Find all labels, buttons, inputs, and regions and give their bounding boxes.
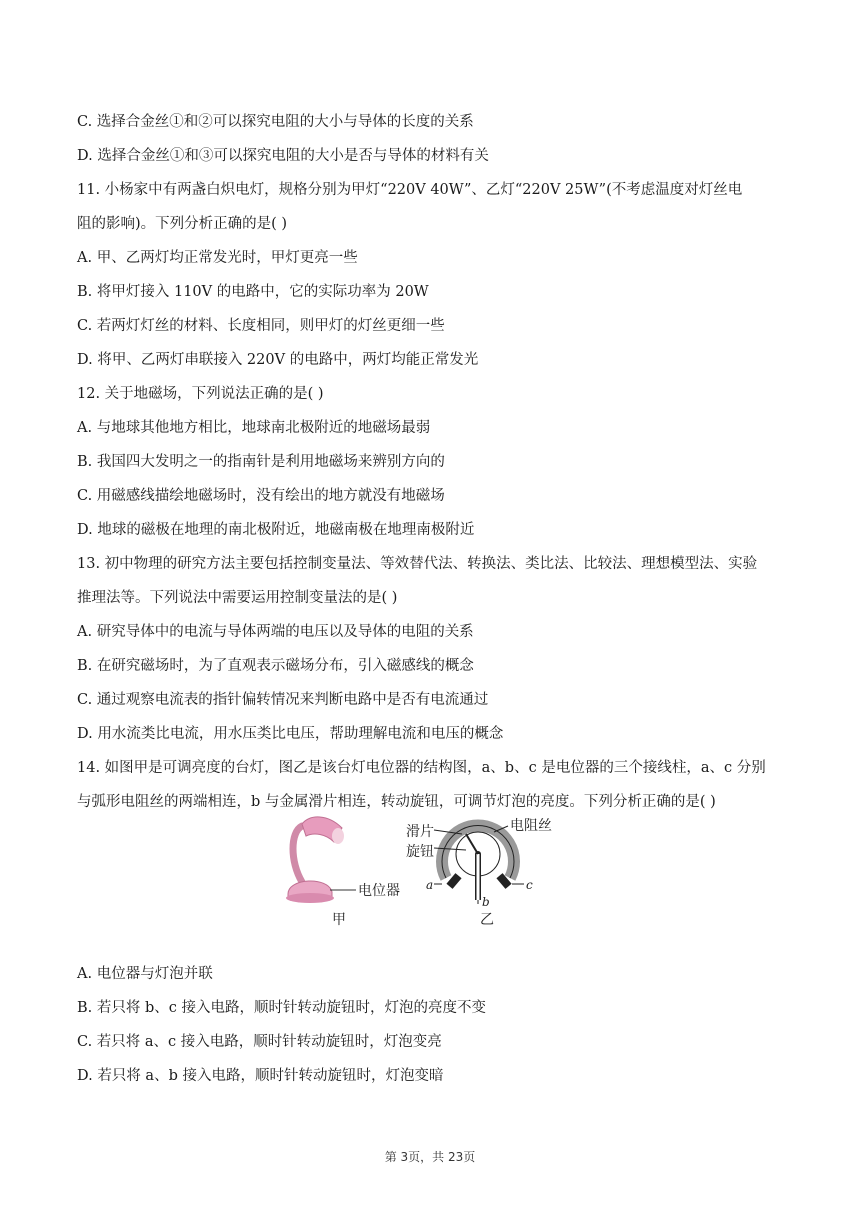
terminal-b-label: b bbox=[482, 895, 490, 909]
knob-label: 旋钮 bbox=[406, 844, 434, 860]
question-14-figure bbox=[280, 812, 580, 932]
option-b-q11: B. 将甲灯接入 110V 的电路中，它的实际功率为 20W bbox=[77, 284, 429, 300]
option-d-q13: D. 用水流类比电流，用水压类比电压，帮助理解电流和电压的概念 bbox=[77, 726, 504, 742]
question-13-stem: 13. 初中物理的研究方法主要包括控制变量法、等效替代法、转换法、类比法、比较法、理想模型法、实验 bbox=[77, 556, 758, 572]
option-a-q14: A. 电位器与灯泡并联 bbox=[77, 966, 213, 982]
option-c-q12: C. 用磁感线描绘地磁场时，没有绘出的地方就没有地磁场 bbox=[77, 488, 445, 504]
potentiometer-structure bbox=[434, 826, 524, 904]
question-12-stem: 12. 关于地磁场，下列说法正确的是( ) bbox=[77, 386, 324, 402]
resistance-wire-label: 电阻丝 bbox=[510, 818, 552, 834]
option-a-q12: A. 与地球其他地方相比，地球南北极附近的地磁场最弱 bbox=[77, 420, 431, 436]
caption-yi: 乙 bbox=[480, 912, 494, 928]
option-d-q14: D. 若只将 a、b 接入电路，顺时针转动旋钮时，灯泡变暗 bbox=[77, 1068, 444, 1084]
potentiometer-label: 电位器 bbox=[358, 883, 400, 899]
option-c-q10: C. 选择合金丝①和②可以探究电阻的大小与导体的长度的关系 bbox=[77, 114, 474, 130]
option-b-q14: B. 若只将 b、c 接入电路，顺时针转动旋钮时，灯泡的亮度不变 bbox=[77, 1000, 486, 1016]
option-d-q10: D. 选择合金丝①和③可以探究电阻的大小是否与导体的材料有关 bbox=[77, 148, 489, 164]
terminal-c-label: c bbox=[526, 878, 533, 892]
option-a-q13: A. 研究导体中的电流与导体两端的电压以及导体的电阻的关系 bbox=[77, 624, 474, 640]
question-14-stem: 14. 如图甲是可调亮度的台灯，图乙是该台灯电位器的结构图，a、b、c 是电位器的三个接线柱，a、c 分别 bbox=[77, 760, 766, 776]
option-c-q14: C. 若只将 a、c 接入电路，顺时针转动旋钮时，灯泡变亮 bbox=[77, 1034, 442, 1050]
slider-label: 滑片 bbox=[406, 824, 434, 840]
caption-jia: 甲 bbox=[332, 912, 346, 928]
option-d-q11: D. 将甲、乙两灯串联接入 220V 的电路中，两灯均能正常发光 bbox=[77, 352, 479, 368]
terminal-a-label: a bbox=[426, 878, 434, 892]
question-14-stem-cont: 与弧形电阻丝的两端相连，b 与金属滑片相连，转动旋钮，可调节灯泡的亮度。下列分析正确的是( ) bbox=[77, 794, 716, 810]
option-c-q13: C. 通过观察电流表的指针偏转情况来判断电路中是否有电流通过 bbox=[77, 692, 489, 708]
page-footer: 第 3页，共 23页 bbox=[384, 1150, 476, 1164]
option-d-q12: D. 地球的磁极在地理的南北极附近，地磁南极在地理南极附近 bbox=[77, 522, 475, 538]
option-b-q13: B. 在研究磁场时，为了直观表示磁场分布，引入磁感线的概念 bbox=[77, 658, 474, 674]
question-13-stem-cont: 推理法等。下列说法中需要运用控制变量法的是( ) bbox=[77, 590, 398, 606]
question-11-stem: 11. 小杨家中有两盏白炽电灯，规格分别为甲灯“220V 40W”、乙灯“220V 25W”(不考虑温度对灯丝电 bbox=[77, 182, 743, 198]
lamp-and-potentiometer-diagram bbox=[280, 812, 580, 932]
desk-lamp-illustration bbox=[286, 817, 356, 903]
option-a-q11: A. 甲、乙两灯均正常发光时，甲灯更亮一些 bbox=[77, 250, 358, 266]
option-b-q12: B. 我国四大发明之一的指南针是利用地磁场来辨别方向的 bbox=[77, 454, 445, 470]
option-c-q11: C. 若两灯灯丝的材料、长度相同，则甲灯的灯丝更细一些 bbox=[77, 318, 445, 334]
question-11-stem-cont: 阻的影响)。下列分析正确的是( ) bbox=[77, 216, 288, 232]
